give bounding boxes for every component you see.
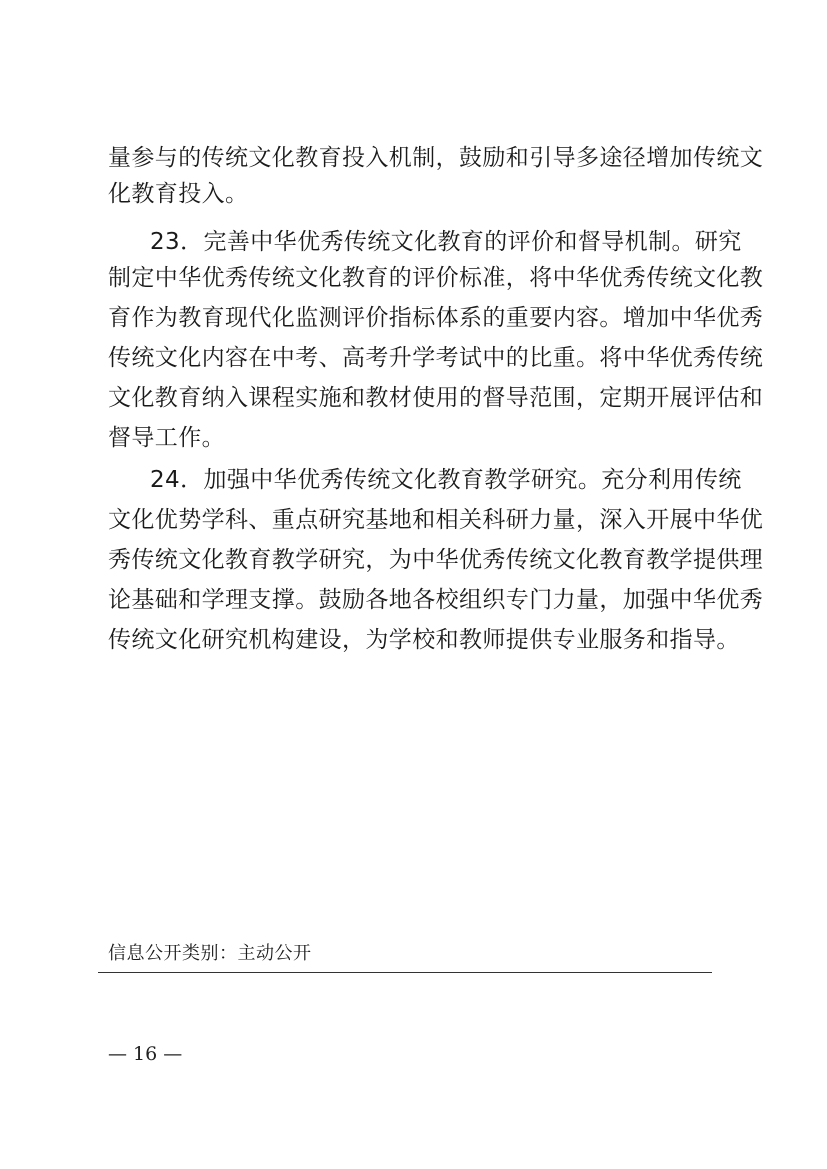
paragraph-1-line-2: 化教育投入。 <box>108 181 249 207</box>
paragraph-24-line-4: 论基础和学理支撑。鼓励各地各校组织专门力量，加强中华优秀 <box>108 587 764 613</box>
paragraph-24-line-1: 24．加强中华优秀传统文化教育教学研究。充分利用传统 <box>150 467 742 493</box>
paragraph-23-line-6: 督导工作。 <box>108 425 225 451</box>
paragraph-23-line-4: 传统文化内容在中考、高考升学考试中的比重。将中华优秀传统 <box>108 345 764 371</box>
info-disclosure-category: 信息公开类别：主动公开 <box>108 943 312 964</box>
paragraph-24-line-5: 传统文化研究机构建设，为学校和教师提供专业服务和指导。 <box>108 627 740 653</box>
paragraph-23-line-3: 育作为教育现代化监测评价指标体系的重要内容。增加中华优秀 <box>108 305 764 331</box>
paragraph-24-line-2: 文化优势学科、重点研究基地和相关科研力量，深入开展中华优 <box>108 507 764 533</box>
paragraph-1-line-1: 量参与的传统文化教育投入机制，鼓励和引导多途径增加传统文 <box>108 145 764 171</box>
paragraph-23-line-5: 文化教育纳入课程实施和教材使用的督导范围，定期开展评估和 <box>108 385 764 411</box>
paragraph-23-line-1: 23．完善中华优秀传统文化教育的评价和督导机制。研究 <box>150 229 742 255</box>
page-number: — 16 — <box>108 1043 183 1065</box>
paragraph-24-line-3: 秀传统文化教育教学研究，为中华优秀传统文化教育教学提供理 <box>108 547 764 573</box>
footer-divider <box>98 972 712 973</box>
paragraph-23-line-2: 制定中华优秀传统文化教育的评价标准，将中华优秀传统文化教 <box>108 265 764 291</box>
